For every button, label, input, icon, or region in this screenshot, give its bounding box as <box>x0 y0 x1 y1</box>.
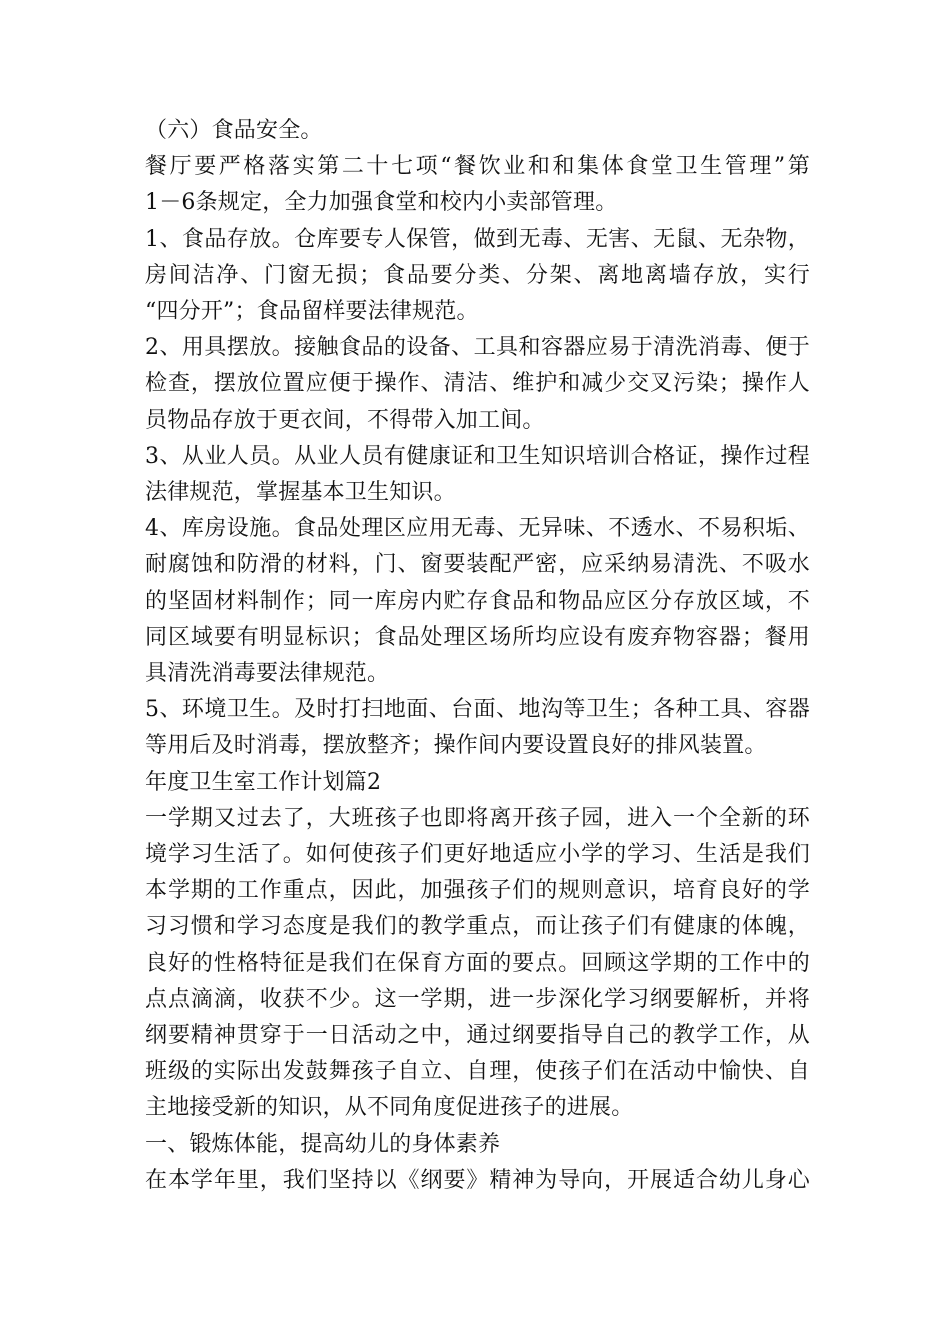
paragraph-line: 本学期的工作重点，因此，加强孩子们的规则意识，培育良好的学 <box>145 878 810 904</box>
paragraph-line: 同区域要有明显标识；食品处理区场所均应设有废弃物容器；餐用 <box>145 624 810 650</box>
paragraph-line: 的坚固材料制作；同一库房内贮存食品和物品应区分存放区域，不 <box>145 588 810 614</box>
paragraph-line: 习习惯和学习态度是我们的教学重点，而让孩子们有健康的体魄， <box>145 914 810 940</box>
section-title-plan-part-2: 年度卫生室工作计划篇2 <box>145 769 382 795</box>
paragraph-line: 检查，摆放位置应便于操作、清洁、维护和减少交叉污染；操作人 <box>145 371 810 397</box>
paragraph-line: 点点滴滴，收获不少。这一学期，进一步深化学习纲要解析，并将 <box>145 986 810 1012</box>
document-body <box>145 113 810 1199</box>
paragraph-line: 3、从业人员。从业人员有健康证和卫生知识培训合格证，操作过程 <box>145 443 810 469</box>
paragraph-line: 境学习生活了。如何使孩子们更好地适应小学的学习、生活是我们 <box>145 842 810 868</box>
paragraph-line: “四分开”；食品留样要法律规范。 <box>145 299 479 325</box>
paragraph-line: 一学期又过去了，大班孩子也即将离开孩子园，进入一个全新的环 <box>145 805 810 831</box>
paragraph-line: 员物品存放于更衣间，不得带入加工间。 <box>145 407 545 433</box>
paragraph-line: 主地接受新的知识，从不同角度促进孩子的进展。 <box>145 1095 634 1121</box>
section-heading-physical-training: 一、锻炼体能，提高幼儿的身体素养 <box>145 1131 501 1157</box>
paragraph-line: 1、食品存放。仓库要专人保管，做到无毒、无害、无鼠、无杂物， <box>145 226 810 252</box>
paragraph-line: 2、用具摆放。接触食品的设备、工具和容器应易于清洗消毒、便于 <box>145 335 810 361</box>
paragraph-line: 5、环境卫生。及时打扫地面、台面、地沟等卫生；各种工具、容器 <box>145 697 810 723</box>
paragraph-line: 纲要精神贯穿于一日活动之中，通过纲要指导自己的教学工作，从 <box>145 1023 810 1049</box>
paragraph-line: 具清洗消毒要法律规范。 <box>145 661 390 687</box>
paragraph-line: 法律规范，掌握基本卫生知识。 <box>145 480 456 506</box>
paragraph-line: 班级的实际出发鼓舞孩子自立、自理，使孩子们在活动中愉快、自 <box>145 1059 810 1085</box>
paragraph-line: 房间洁净、门窗无损；食品要分类、分架、离地离墙存放，实行 <box>145 262 810 288</box>
paragraph-line: 餐厅要严格落实第二十七项“餐饮业和和集体食堂卫生管理”第 <box>145 154 810 180</box>
paragraph-line: 等用后及时消毒，摆放整齐；操作间内要设置良好的排风装置。 <box>145 733 767 759</box>
paragraph-line: 1－6条规定，全力加强食堂和校内小卖部管理。 <box>145 190 618 216</box>
paragraph-line: 良好的性格特征是我们在保育方面的要点。回顾这学期的工作中的 <box>145 950 810 976</box>
paragraph-line: 在本学年里，我们坚持以《纲要》精神为导向，开展适合幼儿身心 <box>145 1167 810 1193</box>
section-heading-food-safety: （六）食品安全。 <box>145 118 323 143</box>
paragraph-line: 耐腐蚀和防滑的材料，门、窗要装配严密，应采纳易清洗、不吸水 <box>145 552 810 578</box>
paragraph-line: 4、库房设施。食品处理区应用无毒、无异味、不透水、不易积垢、 <box>145 516 810 542</box>
